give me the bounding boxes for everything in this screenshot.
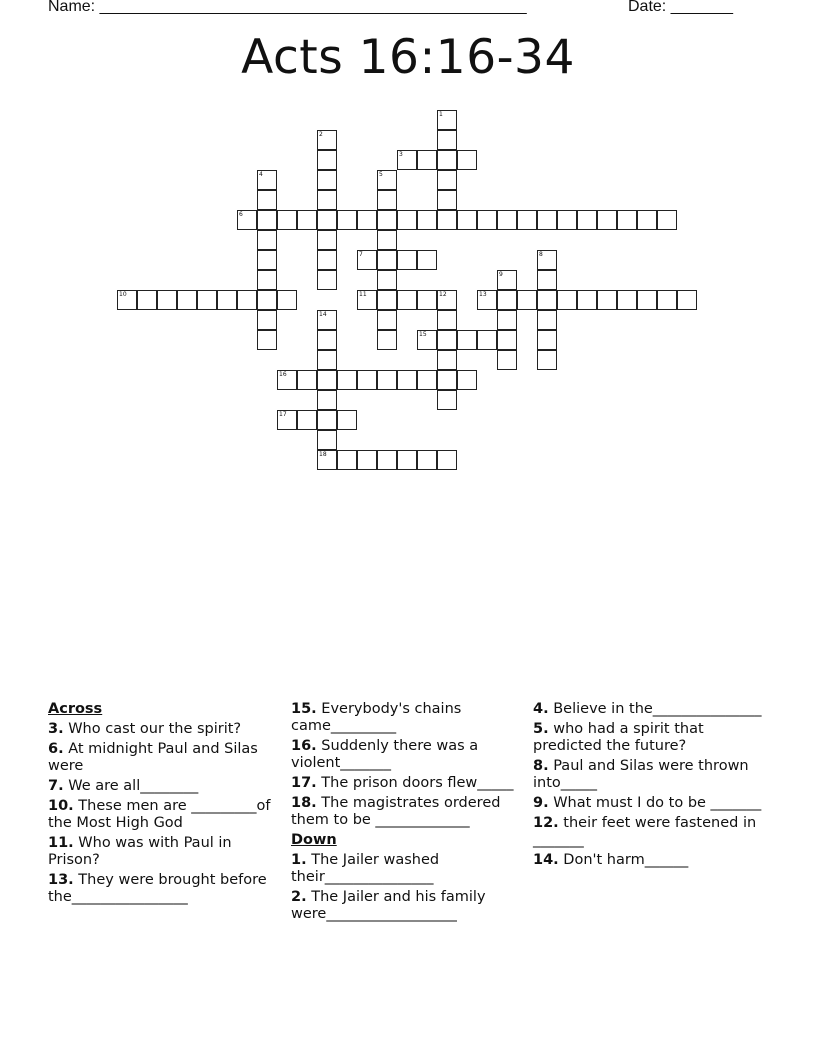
- grid-cell[interactable]: [117, 290, 137, 310]
- grid-cell[interactable]: [417, 370, 437, 390]
- grid-cell[interactable]: [537, 290, 557, 310]
- clue-column-1: [48, 701, 286, 909]
- grid-cell[interactable]: [317, 250, 337, 270]
- grid-cell[interactable]: [617, 290, 637, 310]
- grid-cell[interactable]: [577, 290, 597, 310]
- grid-cell[interactable]: [557, 290, 577, 310]
- grid-cell[interactable]: [277, 410, 297, 430]
- grid-cell[interactable]: [277, 290, 297, 310]
- grid-cell[interactable]: [417, 150, 437, 170]
- grid-cell[interactable]: [357, 370, 377, 390]
- grid-cell[interactable]: [377, 330, 397, 350]
- grid-cell[interactable]: [317, 270, 337, 290]
- grid-cell[interactable]: [317, 450, 337, 470]
- grid-cell[interactable]: [677, 290, 697, 310]
- grid-cell[interactable]: [157, 290, 177, 310]
- clue-number: 14: [319, 311, 327, 318]
- grid-cell[interactable]: [437, 210, 457, 230]
- grid-cell[interactable]: [537, 330, 557, 350]
- grid-cell[interactable]: [437, 190, 457, 210]
- grid-cell[interactable]: [257, 270, 277, 290]
- grid-cell[interactable]: [317, 330, 337, 350]
- grid-cell[interactable]: [257, 290, 277, 310]
- grid-cell[interactable]: [377, 450, 397, 470]
- grid-cell[interactable]: [317, 410, 337, 430]
- grid-cell[interactable]: [617, 210, 637, 230]
- grid-cell[interactable]: [637, 290, 657, 310]
- grid-cell[interactable]: [377, 310, 397, 330]
- grid-cell[interactable]: [177, 290, 197, 310]
- clue-number: 1: [439, 111, 443, 118]
- grid-cell[interactable]: [397, 210, 417, 230]
- clue-across-6: 6. At midnight Paul and Silas were: [48, 741, 258, 774]
- grid-cell[interactable]: [377, 250, 397, 270]
- grid-cell[interactable]: [377, 170, 397, 190]
- clue-down-1: 1. The Jailer washed their_______________: [291, 852, 440, 885]
- grid-cell[interactable]: [497, 350, 517, 370]
- grid-cell[interactable]: [477, 290, 497, 310]
- grid-cell[interactable]: [417, 250, 437, 270]
- clue-column-2: [291, 701, 529, 926]
- grid-cell[interactable]: [377, 210, 397, 230]
- grid-cell[interactable]: [657, 210, 677, 230]
- grid-cell[interactable]: [257, 210, 277, 230]
- grid-cell[interactable]: [257, 230, 277, 250]
- grid-cell[interactable]: [497, 210, 517, 230]
- grid-cell[interactable]: [317, 430, 337, 450]
- grid-cell[interactable]: [537, 270, 557, 290]
- clue-down-2: 2. The Jailer and his family were__________________: [291, 889, 486, 922]
- clue-number: 13: [479, 291, 487, 298]
- clue-number: 2: [319, 131, 323, 138]
- grid-cell[interactable]: [437, 450, 457, 470]
- grid-cell[interactable]: [257, 330, 277, 350]
- grid-cell[interactable]: [337, 210, 357, 230]
- clue-number: 12: [439, 291, 447, 298]
- clue-down-4: 4. Believe in the_______________: [533, 701, 762, 717]
- grid-cell[interactable]: [437, 370, 457, 390]
- clue-across-10: 10. These men are _________of the Most High God: [48, 798, 271, 831]
- grid-cell[interactable]: [317, 230, 337, 250]
- grid-cell[interactable]: [437, 310, 457, 330]
- grid-cell[interactable]: [437, 330, 457, 350]
- grid-cell[interactable]: [297, 210, 317, 230]
- grid-cell[interactable]: [257, 250, 277, 270]
- clue-column-3: [533, 701, 773, 872]
- grid-cell[interactable]: [417, 330, 437, 350]
- grid-cell[interactable]: [317, 130, 337, 150]
- grid-cell[interactable]: [657, 290, 677, 310]
- grid-cell[interactable]: [317, 390, 337, 410]
- grid-cell[interactable]: [357, 210, 377, 230]
- grid-cell[interactable]: [317, 190, 337, 210]
- grid-cell[interactable]: [357, 250, 377, 270]
- clue-number: 10: [119, 291, 127, 298]
- clue-down-14: 14. Don't harm______: [533, 852, 689, 868]
- grid-cell[interactable]: [457, 330, 477, 350]
- grid-cell[interactable]: [337, 370, 357, 390]
- grid-cell[interactable]: [237, 210, 257, 230]
- grid-cell[interactable]: [597, 210, 617, 230]
- clue-number: 11: [359, 291, 367, 298]
- across-heading: Across: [48, 701, 103, 717]
- grid-cell[interactable]: [477, 210, 497, 230]
- clue-down-9: 9. What must I do to be _______: [533, 795, 762, 811]
- grid-cell[interactable]: [497, 290, 517, 310]
- clue-across-13: 13. They were brought before the________________: [48, 872, 267, 905]
- grid-cell[interactable]: [277, 210, 297, 230]
- grid-cell[interactable]: [137, 290, 157, 310]
- clue-number: 16: [279, 371, 287, 378]
- grid-cell[interactable]: [317, 170, 337, 190]
- clue-number: 17: [279, 411, 287, 418]
- grid-cell[interactable]: [317, 310, 337, 330]
- date-field-label: Date: _______: [628, 0, 733, 15]
- grid-cell[interactable]: [417, 450, 437, 470]
- grid-cell[interactable]: [257, 170, 277, 190]
- grid-cell[interactable]: [437, 150, 457, 170]
- grid-cell[interactable]: [397, 250, 417, 270]
- grid-cell[interactable]: [357, 290, 377, 310]
- clue-number: 8: [539, 251, 543, 258]
- clue-down-5: 5. who had a spirit that predicted the future?: [533, 721, 704, 754]
- clue-down-8: 8. Paul and Silas were thrown into_____: [533, 758, 749, 791]
- clue-number: 7: [359, 251, 363, 258]
- grid-cell[interactable]: [377, 290, 397, 310]
- grid-cell[interactable]: [517, 290, 537, 310]
- grid-cell[interactable]: [457, 370, 477, 390]
- grid-cell[interactable]: [437, 290, 457, 310]
- grid-cell[interactable]: [537, 350, 557, 370]
- grid-cell[interactable]: [357, 450, 377, 470]
- grid-cell[interactable]: [417, 290, 437, 310]
- clue-number: 9: [499, 271, 503, 278]
- grid-cell[interactable]: [537, 310, 557, 330]
- clue-down-12: 12. their feet were fastened in _______: [533, 815, 757, 848]
- grid-cell[interactable]: [437, 390, 457, 410]
- clue-number: 6: [239, 211, 243, 218]
- grid-cell[interactable]: [537, 250, 557, 270]
- grid-cell[interactable]: [497, 270, 517, 290]
- grid-cell[interactable]: [337, 450, 357, 470]
- grid-cell[interactable]: [377, 230, 397, 250]
- grid-cell[interactable]: [377, 270, 397, 290]
- clue-across-3: 3. Who cast our the spirit?: [48, 721, 242, 737]
- grid-cell[interactable]: [457, 150, 477, 170]
- name-field-label: Name: ________________________________________________: [48, 0, 527, 15]
- grid-cell[interactable]: [397, 450, 417, 470]
- grid-cell[interactable]: [437, 130, 457, 150]
- grid-cell[interactable]: [397, 290, 417, 310]
- grid-cell[interactable]: [557, 210, 577, 230]
- grid-cell[interactable]: [437, 350, 457, 370]
- grid-cell[interactable]: [597, 290, 617, 310]
- grid-cell[interactable]: [397, 150, 417, 170]
- grid-cell[interactable]: [437, 170, 457, 190]
- clue-number: 18: [319, 451, 327, 458]
- grid-cell[interactable]: [297, 410, 317, 430]
- clue-number: 4: [259, 171, 263, 178]
- grid-cell[interactable]: [297, 370, 317, 390]
- grid-cell[interactable]: [517, 210, 537, 230]
- clue-number: 5: [379, 171, 383, 178]
- grid-cell[interactable]: [457, 210, 477, 230]
- grid-cell[interactable]: [577, 210, 597, 230]
- grid-cell[interactable]: [397, 370, 417, 390]
- clue-across-18: 18. The magistrates ordered them to be _____________: [291, 795, 501, 828]
- grid-cell[interactable]: [337, 410, 357, 430]
- grid-cell[interactable]: [477, 330, 497, 350]
- grid-cell[interactable]: [257, 310, 277, 330]
- grid-cell[interactable]: [257, 190, 277, 210]
- grid-cell[interactable]: [317, 370, 337, 390]
- grid-cell[interactable]: [437, 110, 457, 130]
- clue-across-7: 7. We are all________: [48, 778, 199, 794]
- clue-across-11: 11. Who was with Paul in Prison?: [48, 835, 232, 868]
- clue-number: 15: [419, 331, 427, 338]
- grid-cell[interactable]: [637, 210, 657, 230]
- clue-across-16: 16. Suddenly there was a violent_______: [291, 738, 479, 771]
- grid-cell[interactable]: [317, 150, 337, 170]
- clue-across-17: 17. The prison doors flew_____: [291, 775, 514, 791]
- grid-cell[interactable]: [277, 370, 297, 390]
- clue-across-15: 15. Everybody's chains came_________: [291, 701, 462, 734]
- grid-cell[interactable]: [497, 310, 517, 330]
- grid-cell[interactable]: [317, 350, 337, 370]
- down-heading: Down: [291, 832, 337, 848]
- grid-cell[interactable]: [237, 290, 257, 310]
- grid-cell[interactable]: [317, 210, 337, 230]
- puzzle-title: Acts 16:16-34: [241, 30, 575, 85]
- grid-cell[interactable]: [537, 210, 557, 230]
- grid-cell[interactable]: [217, 290, 237, 310]
- grid-cell[interactable]: [377, 190, 397, 210]
- clue-number: 3: [399, 151, 403, 158]
- crossword-grid: [0, 0, 816, 520]
- grid-cell[interactable]: [497, 330, 517, 350]
- grid-cell[interactable]: [197, 290, 217, 310]
- grid-cell[interactable]: [417, 210, 437, 230]
- grid-cell[interactable]: [377, 370, 397, 390]
